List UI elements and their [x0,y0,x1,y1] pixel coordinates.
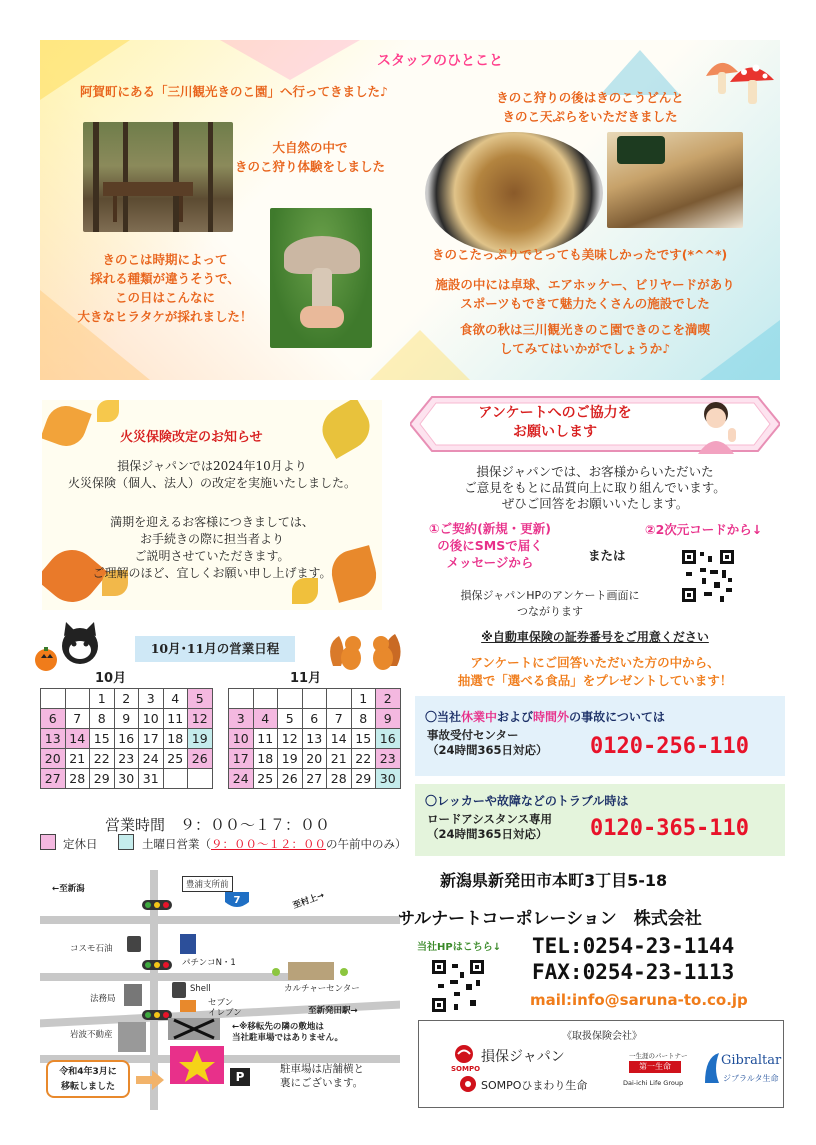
hp-label: 当社HPはこちら↓ [417,942,502,953]
seven-label: セブン イレブン [208,998,242,1018]
insurers-box [418,1020,784,1108]
trouble-label: ロードアシスタンス専用 （24時間365日対応） [427,812,553,841]
calendar-day: 14 [65,729,90,749]
calendar-day: 9 [376,709,401,729]
calendar-day: 6 [302,709,327,729]
toyosaka-label: 豊浦支所前 [182,876,233,892]
calendar-day: 7 [65,709,90,729]
udon-photo [425,132,603,254]
insurers-title: 《取扱保険会社》 [562,1031,642,1042]
gas-station-icon [172,982,186,998]
calendar-day: 18 [253,749,278,769]
saturday-note: 土曜日営業（９：００～１２：００の午前中のみ） [142,837,407,851]
holiday-label: 定休日 [63,837,98,851]
himawari-logo-icon [459,1075,477,1093]
calendar-day: 20 [41,749,66,769]
building-icon [118,1022,146,1052]
office-building [170,1046,224,1084]
daiichi-tagline: 一生涯のパートナー [629,1052,688,1060]
calendar-day: 11 [253,729,278,749]
calendar-day: 3 [229,709,254,729]
tempura-photo [607,132,743,228]
traffic-light-icon [142,960,172,970]
calendar-day: 9 [114,709,139,729]
calendar-day: 29 [351,769,376,789]
iwanami-label: 岩波不動産 [70,1030,113,1040]
not-parking-lot [168,1018,220,1040]
sompo-logo-text: SOMPO [451,1065,481,1073]
calendar-day [327,689,352,709]
calendar-day: 10 [229,729,254,749]
calendar-week [41,769,213,789]
route-number: 7 [233,895,241,906]
shell-label: Shell [190,984,211,994]
calendar-day: 27 [41,769,66,789]
calendar-day: 22 [351,749,376,769]
company-name: サルナートコーポレーション 株式会社 [398,909,702,929]
fire-paragraph-1: 損保ジャパンでは2024年10月より 火災保険（個人、法人）の改定を実施いたしました。 [67,459,356,490]
store-icon [180,1000,196,1012]
calendar-week [41,709,213,729]
calendar-day [65,689,90,709]
survey-option-sms: ①ご契約(新規・更新) の後にSMSで届く メッセージから [428,521,551,570]
survey-present: アンケートにご回答いただいた方の中から、 抽選で「選べる食品」をプレゼントしています！ [457,655,733,688]
leaf-icon [314,400,378,459]
accident-phone[interactable]: 0120-256-110 [590,734,749,759]
survey-title: アンケートへのご協力を お願いします [478,405,632,440]
houmukyoku-label: 法務局 [90,994,116,1004]
calendar-day [253,689,278,709]
sompo-name: 損保ジャパン [481,1049,565,1065]
leaf-icon [42,400,92,451]
calendar-day [278,689,303,709]
food-text: きのこ狩りの後はきのこうどんと きのこ天ぷらをいただきました [496,90,684,124]
calendar-day: 13 [41,729,66,749]
company-tel[interactable]: TEL:0254-23-1144 [532,934,735,958]
calendar-day: 20 [302,749,327,769]
tree-icon [272,968,280,976]
staff-avatar [690,398,744,454]
survey-or: または [588,548,626,563]
himawari-name: SOMPOひまわり生命 [481,1079,588,1092]
calendar-day [188,769,213,789]
moved-badge: 令和4年3月に 移転しました [46,1060,130,1098]
parking-note: ←※移転先の隣の敷地は 当社駐車場ではありません。 [232,1022,344,1043]
access-map [40,870,400,1110]
calendar-day [163,769,188,789]
november-calendar [228,688,401,789]
building-icon [124,984,142,1006]
sompo-logo-icon [453,1043,475,1065]
accident-title: 〇当社休業中および時間外の事故については [425,710,665,724]
calendar-day [229,689,254,709]
building-icon [180,934,196,954]
calendar-week [229,709,401,729]
calendar-day: 10 [139,709,164,729]
gas-station-icon [127,936,141,952]
arrow-right-icon [136,1070,164,1090]
culture-center-label: カルチャーセンター [284,984,360,994]
calendar-day: 4 [163,689,188,709]
holiday-swatch [40,834,56,850]
accident-label: 事故受付センター （24時間365日対応） [427,728,548,757]
staff-section [40,40,780,380]
fire-insurance-notice [42,400,382,610]
road [40,973,300,981]
leaf-icon [97,400,119,422]
october-calendar [40,688,213,789]
parking-icon: P [230,1068,250,1086]
tasty-text: きのこたっぷりでとっても美味しかったです(*^^*) [432,247,728,262]
facility-text: 施設の中には卓球、エアホッケー、ビリヤードがあり スポーツもできて魅力たくさんの施設でした [435,277,735,311]
calendar-day: 28 [327,769,352,789]
gibraltar-jp: ジブラルタ生命 [723,1074,779,1083]
homepage-qr-code[interactable] [430,958,486,1014]
trouble-contact-box [415,784,785,856]
calendar-day: 13 [302,729,327,749]
calendar-day: 24 [139,749,164,769]
calendar-day: 5 [188,689,213,709]
calendar-day: 29 [90,769,115,789]
calendar-day: 12 [188,709,213,729]
saturday-swatch [118,834,134,850]
gibraltar-name: Gibraltar [721,1053,782,1068]
staff-title: スタッフのひとこと [377,53,503,69]
squirrel-icon [325,626,415,674]
calendar-day: 15 [351,729,376,749]
calendar-week [41,729,213,749]
calendar-day: 1 [351,689,376,709]
trouble-phone[interactable]: 0120-365-110 [590,816,749,841]
daiichi-en: Dai-ichi Life Group [623,1079,684,1087]
calendar-day: 17 [139,729,164,749]
calendar-day: 6 [41,709,66,729]
tree-icon [340,968,348,976]
cat-icon [32,622,112,672]
traffic-light-icon [142,900,172,910]
calendar-day: 19 [188,729,213,749]
company-address: 新潟県新発田市本町3丁目5-18 [440,871,668,890]
policy-number-note: ※自動車保険の証券番号をご用意ください [481,630,709,644]
calendar-day: 31 [139,769,164,789]
calendar-day: 12 [278,729,303,749]
calendar-day: 1 [90,689,115,709]
calendar-week [229,769,401,789]
building-icon [288,962,334,980]
calendar-day: 2 [376,689,401,709]
calendar-week [229,689,401,709]
decor-triangle [220,40,360,80]
calendar-day: 30 [376,769,401,789]
oct-label: 10月 [95,671,127,686]
gibraltar-logo-icon [703,1051,721,1085]
calendar-day: 8 [351,709,376,729]
cosmo-label: コスモ石油 [70,944,113,954]
accident-contact-box [415,696,785,776]
calendar-day: 3 [139,689,164,709]
calendar-day [302,689,327,709]
nov-label: 11月 [290,671,322,686]
calendar-day: 4 [253,709,278,729]
business-hours: 営業時間 ９：００～１７：００ [105,816,331,834]
calendar-day: 11 [163,709,188,729]
route-shield-icon [222,890,252,912]
fire-paragraph-2: 満期を迎えるお客様につきましては、 お手続きの際に担当者より ご説明させていただきます。 ご理解のほど、宜しくお願い申し上げます。 [92,515,332,580]
trouble-title: 〇レッカーや故障などのトラブル時は [425,794,629,808]
calendar-day: 18 [163,729,188,749]
calendar-day: 27 [302,769,327,789]
survey-option-qr: ②2次元コードから↓ [645,522,763,537]
to-niigata-label: ←至新潟 [52,884,85,894]
calendar-day [41,689,66,709]
calendar-day: 23 [114,749,139,769]
calendar-day: 16 [114,729,139,749]
forest-photo [83,122,233,232]
calendar-day: 8 [90,709,115,729]
survey-intro: 損保ジャパンでは、お客様からいただいた ご意見をもとに品質向上に取り組んでいます。 ぜひご回答をお願いいたします。 [464,464,726,511]
staff-intro: 阿賀町にある「三川観光きのこ園」へ行ってきました♪ [80,84,388,99]
calendar-day: 25 [253,769,278,789]
calendar-week [229,729,401,749]
survey-hp-note: 損保ジャパンHPのアンケート画面に つながります [460,589,640,618]
to-shibata-label: 至新発田駅→ [308,1006,358,1016]
calendar-day: 30 [114,769,139,789]
pachinko-label: パチンコN・1 [182,958,236,968]
calendar-day: 23 [376,749,401,769]
mushroom-text: きのこは時期によって 採れる種類が違うそうで、 この日はこんなに 大きなヒラタケが採れました！ [77,252,253,324]
calendar-day: 7 [327,709,352,729]
calendar-week [229,749,401,769]
calendar-day: 21 [327,749,352,769]
road [40,916,400,924]
daiichi-logo: 第一生命 [629,1061,681,1073]
calendar-week [41,689,213,709]
fire-title: 火災保険改定のお知らせ [120,430,263,445]
calendar-day: 16 [376,729,401,749]
calendar-day: 26 [188,749,213,769]
parking-info: 駐車場は店舗横と 裏にございます。 [280,1063,364,1089]
calendar-day: 22 [90,749,115,769]
calendar-day: 28 [65,769,90,789]
calendar-week [41,749,213,769]
to-murakami-label: 至村上→ [291,890,326,912]
company-mail[interactable]: mail:info@saruna-to.co.jp [530,991,748,1009]
mushroom-photo [270,208,372,348]
experience-text: 大自然の中で きのこ狩り体験をしました [234,140,385,174]
calendar-day: 5 [278,709,303,729]
schedule-title: 10月･11月の営業日程 [135,636,295,662]
calendar-day: 15 [90,729,115,749]
calendar-day: 21 [65,749,90,769]
company-fax: FAX:0254-23-1113 [532,960,735,984]
calendar-day: 2 [114,689,139,709]
calendar-day: 19 [278,749,303,769]
calendar-day: 24 [229,769,254,789]
calendar-day: 14 [327,729,352,749]
autumn-text: 食欲の秋は三川観光きのこ園できのこを満喫 してみてはいかがでしょうか♪ [459,322,710,356]
calendar-day: 17 [229,749,254,769]
calendar-day: 26 [278,769,303,789]
calendar-day: 25 [163,749,188,769]
